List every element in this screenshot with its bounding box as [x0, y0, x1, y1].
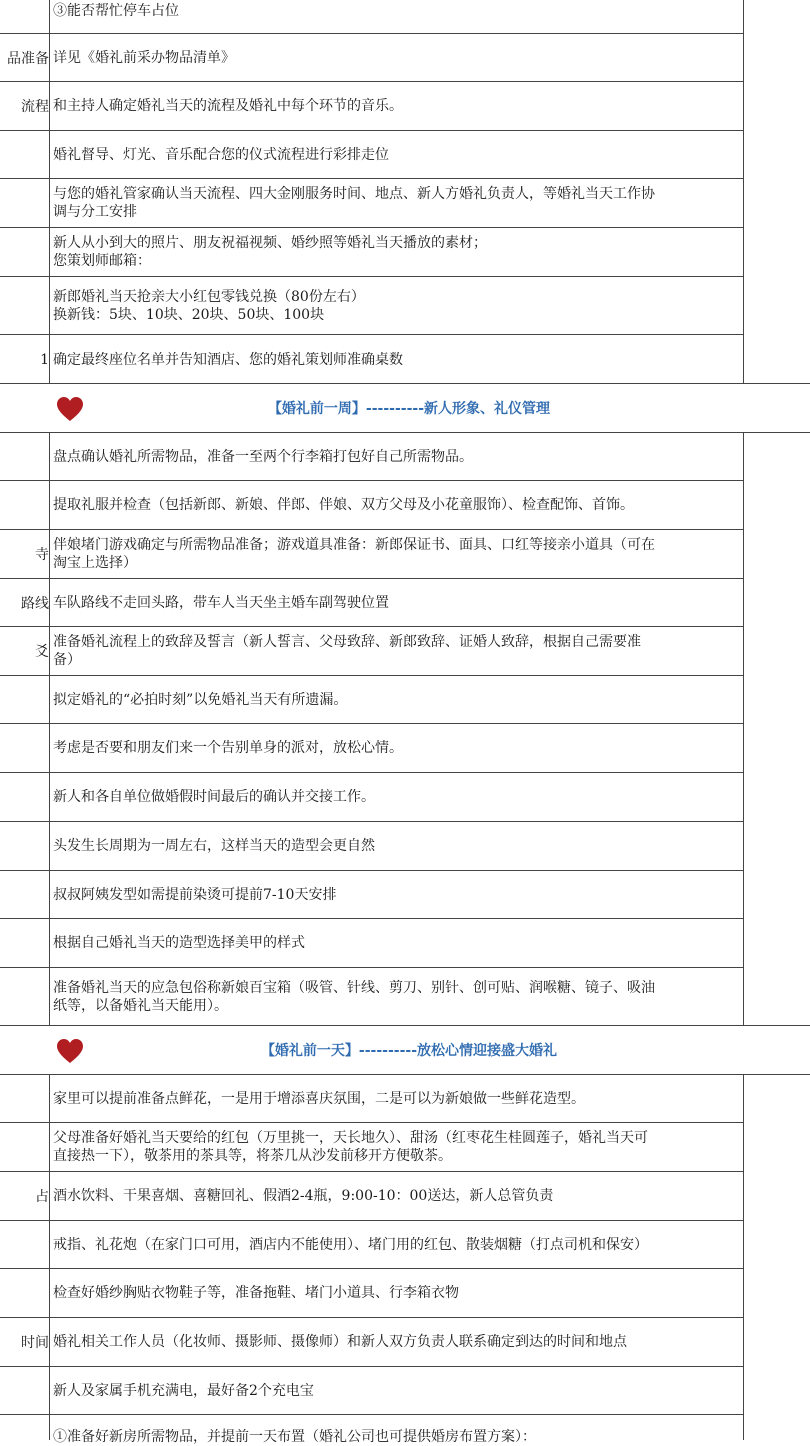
- row-content: 和主持人确定婚礼当天的流程及婚礼中每个环节的音乐。: [53, 98, 403, 114]
- section-title: 【婚礼前一天】----------放松心情迎接盛大婚礼: [260, 1043, 558, 1059]
- table-row: [0, 627, 743, 676]
- row-label: [0, 822, 50, 870]
- row-content: 头发生长周期为一周左右，这样当天的造型会更自然: [53, 838, 375, 854]
- table-row: [0, 228, 743, 277]
- row-content: 考虑是否要和朋友们来一个告别单身的派对，放松心情。: [53, 740, 403, 756]
- table-row: [0, 1415, 743, 1445]
- row-content: 确定最终座位名单并告知酒店、您的婚礼策划师准确桌数: [53, 351, 403, 368]
- row-label: [0, 968, 50, 1026]
- row-label: [0, 179, 50, 227]
- table-row: [0, 335, 743, 384]
- table-row: [0, 82, 743, 131]
- row-content: 伴娘堵门游戏确定与所需物品准备；游戏道具准备：新郎保证书、面具、口红等接亲小道具（可在 淘宝上选择）: [53, 537, 655, 571]
- table-row: [0, 481, 743, 530]
- row-label: [0, 228, 50, 276]
- table-row: [0, 822, 743, 871]
- table-row: [0, 433, 743, 481]
- table-row: [0, 968, 743, 1026]
- table-right-border: [743, 1074, 744, 1440]
- row-label: [0, 277, 50, 334]
- row-content: 新郎婚礼当天抢亲大小红包零钱兑换（80份左右） 换新钱：5块、10块、20块、50块、100块: [53, 288, 365, 323]
- row-label: [0, 481, 50, 529]
- row-content: ③能否帮忙停车占位: [53, 3, 179, 19]
- row-label: [0, 433, 50, 480]
- row-label: 路线: [0, 579, 50, 626]
- row-label: [0, 871, 50, 918]
- table-row: [0, 676, 743, 724]
- table-row: [0, 724, 743, 773]
- table-row: [0, 530, 743, 579]
- row-content: ①准备好新房所需物品，并提前一天布置（婚礼公司也可提供婚房布置方案）：: [53, 1429, 536, 1445]
- row-label: [0, 773, 50, 821]
- table-row: [0, 773, 743, 822]
- row-content: 婚礼督导、灯光、音乐配合您的仪式流程进行彩排走位: [53, 146, 389, 163]
- row-label: [0, 919, 50, 967]
- row-content: 准备婚礼当天的应急包俗称新娘百宝箱（吸管、针线、剪刀、别针、创可贴、润喉糖、镜子、吸油 纸等，以备婚礼当天能用）。: [53, 980, 655, 1014]
- row-content: 新人和各自单位做婚假时间最后的确认并交接工作。: [53, 789, 375, 805]
- row-content: 新人及家属手机充满电，最好备2个充电宝: [53, 1382, 314, 1399]
- row-label: [0, 676, 50, 723]
- table-row: [0, 1367, 743, 1415]
- row-content: 拟定婚礼的“必拍时刻”以免婚礼当天有所遗漏。: [53, 691, 348, 708]
- table-row: [0, 1221, 743, 1269]
- row-content: 盘点确认婚礼所需物品，准备一至两个行李箱打包好自己所需物品。: [53, 448, 473, 465]
- table-row: [0, 919, 743, 968]
- table-row: [0, 1269, 743, 1318]
- row-label: [0, 1123, 50, 1171]
- section-header-week: [0, 383, 810, 433]
- row-label: 品准备: [0, 34, 50, 81]
- row-label: 流程: [0, 82, 50, 130]
- row-content: 提取礼服并检查（包括新郎、新娘、伴郎、伴娘、双方父母及小花童服饰）、检查配饰、首饰。: [53, 497, 634, 513]
- table-row: [0, 277, 743, 335]
- row-content: 准备婚礼流程上的致辞及誓言（新人誓言、父母致辞、新郎致辞、证婚人致辞，根据自己需要准 备）: [53, 634, 641, 668]
- row-content: 新人从小到大的照片、朋友祝福视频、婚纱照等婚礼当天播放的素材； 您策划师邮箱：: [53, 235, 487, 269]
- section-title: 【婚礼前一周】----------新人形象、礼仪管理: [267, 401, 551, 417]
- row-label: [0, 1367, 50, 1414]
- row-content: 家里可以提前准备点鲜花，一是用于增添喜庆氛围，二是可以为新娘做一些鲜花造型。: [53, 1090, 585, 1107]
- row-label: [0, 131, 50, 178]
- row-label: 1: [0, 335, 50, 384]
- table-row: [0, 1075, 743, 1123]
- row-content: 检查好婚纱胸贴衣物鞋子等，准备拖鞋、堵门小道具、行李箱衣物: [53, 1285, 459, 1301]
- row-label: 寺: [0, 530, 50, 578]
- row-label: 占: [0, 1172, 50, 1220]
- row-label: [0, 1269, 50, 1317]
- table-row: [0, 1172, 743, 1221]
- table-row: [0, 579, 743, 627]
- table-right-border: [743, 432, 744, 1026]
- row-label: 爻: [0, 627, 50, 675]
- row-content: 详见《婚礼前采办物品清单》: [53, 49, 235, 66]
- row-content: 叔叔阿姨发型如需提前染烫可提前7-10天安排: [53, 886, 337, 903]
- section-header-day: [0, 1025, 810, 1075]
- row-content: 与您的婚礼管家确认当天流程、四大金刚服务时间、地点、新人方婚礼负责人，等婚礼当天工作协 调与分工安排: [53, 186, 655, 220]
- row-label: [0, 0, 50, 33]
- table-row: [0, 131, 743, 179]
- row-content: 根据自己婚礼当天的造型选择美甲的样式: [53, 935, 305, 951]
- table-row: [0, 871, 743, 919]
- table-right-border: [743, 0, 744, 384]
- table-row: [0, 1318, 743, 1367]
- table-row: [0, 0, 743, 34]
- row-label: [0, 1415, 50, 1440]
- table-row: [0, 34, 743, 82]
- row-content: 车队路线不走回头路，带车人当天坐主婚车副驾驶位置: [53, 594, 389, 611]
- row-content: 父母准备好婚礼当天要给的红包（万里挑一，天长地久）、甜汤（红枣花生桂圆莲子，婚礼当天可 直接热一下），敬茶用的茶具等，将茶几从沙发前移开方便敬茶。: [53, 1130, 648, 1164]
- row-label: [0, 1075, 50, 1122]
- row-label: 时间: [0, 1318, 50, 1366]
- row-label: [0, 724, 50, 772]
- table-row: [0, 179, 743, 228]
- row-content: 戒指、礼花炮（在家门口可用，酒店内不能使用）、堵门用的红包、散装烟糖（打点司机和保安）: [53, 1236, 648, 1253]
- table-row: [0, 1123, 743, 1172]
- row-content: 婚礼相关工作人员（化妆师、摄影师、摄像师）和新人双方负责人联系确定到达的时间和地点: [53, 1334, 627, 1350]
- row-label: [0, 1221, 50, 1268]
- row-content: 酒水饮料、干果喜烟、喜糖回礼、假酒2-4瓶，9:00-10：00送达，新人总管负责: [53, 1188, 554, 1204]
